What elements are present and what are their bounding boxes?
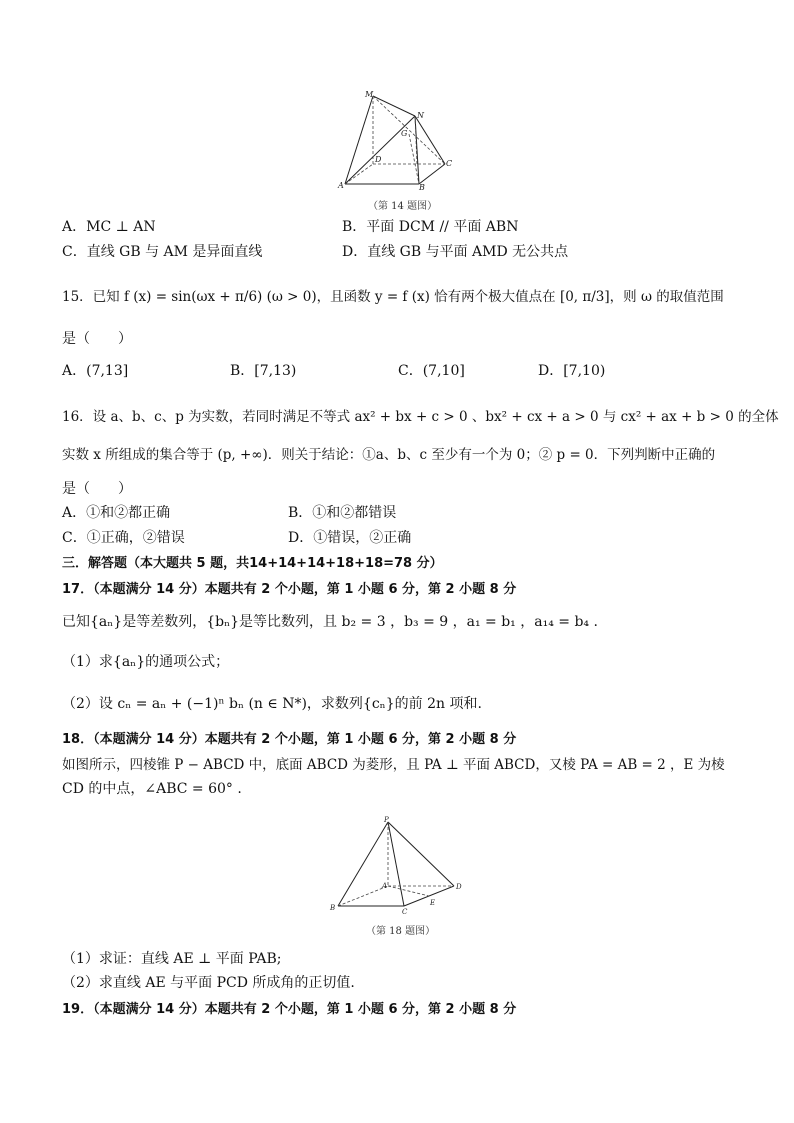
fig14-label-g: G bbox=[401, 129, 408, 138]
q14-option-d: D．直线 GB 与平面 AMD 无公共点 bbox=[342, 244, 569, 260]
fig18-caption: （第 18 题图） bbox=[366, 926, 436, 937]
q16-stem-cont: 实数 x 所组成的集合等于 (p, +∞)．则关于结论：①a、b、c 至少有一个为 0；② p = 0．下列判断中正确的 bbox=[62, 447, 716, 463]
q18-stem: 如图所示，四棱锥 P − ABCD 中，底面 ABCD 为菱形，且 PA ⊥ 平面 ABCD，又棱 PA = AB = 2 ，E 为棱 bbox=[62, 757, 725, 773]
q15-option-c: C．(7,10] bbox=[398, 363, 465, 379]
q17-heading: 17．（本题满分 14 分）本题共有 2 个小题，第 1 小题 6 分，第 2 小题 8 分 bbox=[62, 582, 517, 597]
q16-option-b: B．①和②都错误 bbox=[288, 505, 397, 521]
q17-part-2: （2）设 cₙ = aₙ + (−1)ⁿ bₙ (n ∈ N*)，求数列{cₙ}的前 2n 项和. bbox=[62, 696, 482, 712]
q16-option-d: D．①错误，②正确 bbox=[288, 530, 412, 546]
fig18-label-d: D bbox=[456, 883, 462, 891]
fig14-label-d: D bbox=[375, 155, 382, 164]
q18-stem-cont: CD 的中点，∠ABC = 60° . bbox=[62, 781, 242, 797]
fig18-label-b: B bbox=[330, 904, 336, 912]
figure-18 bbox=[326, 816, 466, 916]
q17-part-1: （1）求{aₙ}的通项公式； bbox=[62, 654, 230, 670]
fig14-label-n: N bbox=[417, 111, 424, 120]
q19-heading: 19．（本题满分 14 分）本题共有 2 个小题，第 1 小题 6 分，第 2 小题 8 分 bbox=[62, 1002, 517, 1017]
fig14-label-c: C bbox=[446, 159, 453, 168]
q18-part-2: （2）求直线 AE 与平面 PCD 所成角的正切值. bbox=[62, 975, 355, 991]
q16-option-c: C．①正确，②错误 bbox=[62, 530, 185, 546]
q14-option-b: B．平面 DCM // 平面 ABN bbox=[342, 219, 519, 235]
q18-part-1: （1）求证：直线 AE ⊥ 平面 PAB; bbox=[62, 951, 282, 967]
q16-stem: 16．设 a、b、c、p 为实数，若同时满足不等式 ax² + bx + c > 0 、bx² + cx + a > 0 与 cx² + ax + b > 0 的全体 bbox=[62, 409, 779, 425]
q15-stem: 15．已知 f (x) = sin(ωx + π/6) (ω > 0)，且函数 y = f (x) 恰有两个极大值点在 [0, π/3]，则 ω 的取值范围 bbox=[62, 289, 724, 305]
q17-stem: 已知{aₙ}是等差数列，{bₙ}是等比数列，且 b₂ = 3 ，b₃ = 9 ，a₁ = b₁ ，a₁₄ = b₄ . bbox=[62, 614, 598, 630]
q15-option-d: D．[7,10) bbox=[538, 363, 606, 379]
fig14-label-m: M bbox=[365, 90, 374, 99]
fig18-label-c: C bbox=[402, 908, 408, 916]
fig18-label-a: A bbox=[382, 882, 388, 890]
q18-heading: 18．（本题满分 14 分）本题共有 2 个小题，第 1 小题 6 分，第 2 小题 8 分 bbox=[62, 732, 517, 747]
section-3-heading: 三．解答题（本大题共 5 题，共14+14+14+18+18=78 分） bbox=[62, 556, 443, 571]
fig18-label-p: P bbox=[384, 816, 389, 824]
figure-14 bbox=[335, 88, 455, 192]
fig14-label-a: A bbox=[338, 181, 344, 190]
q14-option-a: A．MC ⊥ AN bbox=[62, 219, 156, 235]
fig14-label-b: B bbox=[419, 183, 425, 192]
q14-option-c: C．直线 GB 与 AM 是异面直线 bbox=[62, 244, 263, 260]
q15-option-b: B．[7,13) bbox=[230, 363, 297, 379]
q16-option-a: A．①和②都正确 bbox=[62, 505, 171, 521]
fig18-label-e: E bbox=[430, 899, 436, 907]
q16-stem-end: 是（ ） bbox=[62, 481, 132, 497]
fig14-caption: （第 14 题图） bbox=[368, 201, 438, 212]
q15-option-a: A．(7,13] bbox=[62, 363, 129, 379]
q15-stem-cont: 是（ ） bbox=[62, 331, 132, 347]
